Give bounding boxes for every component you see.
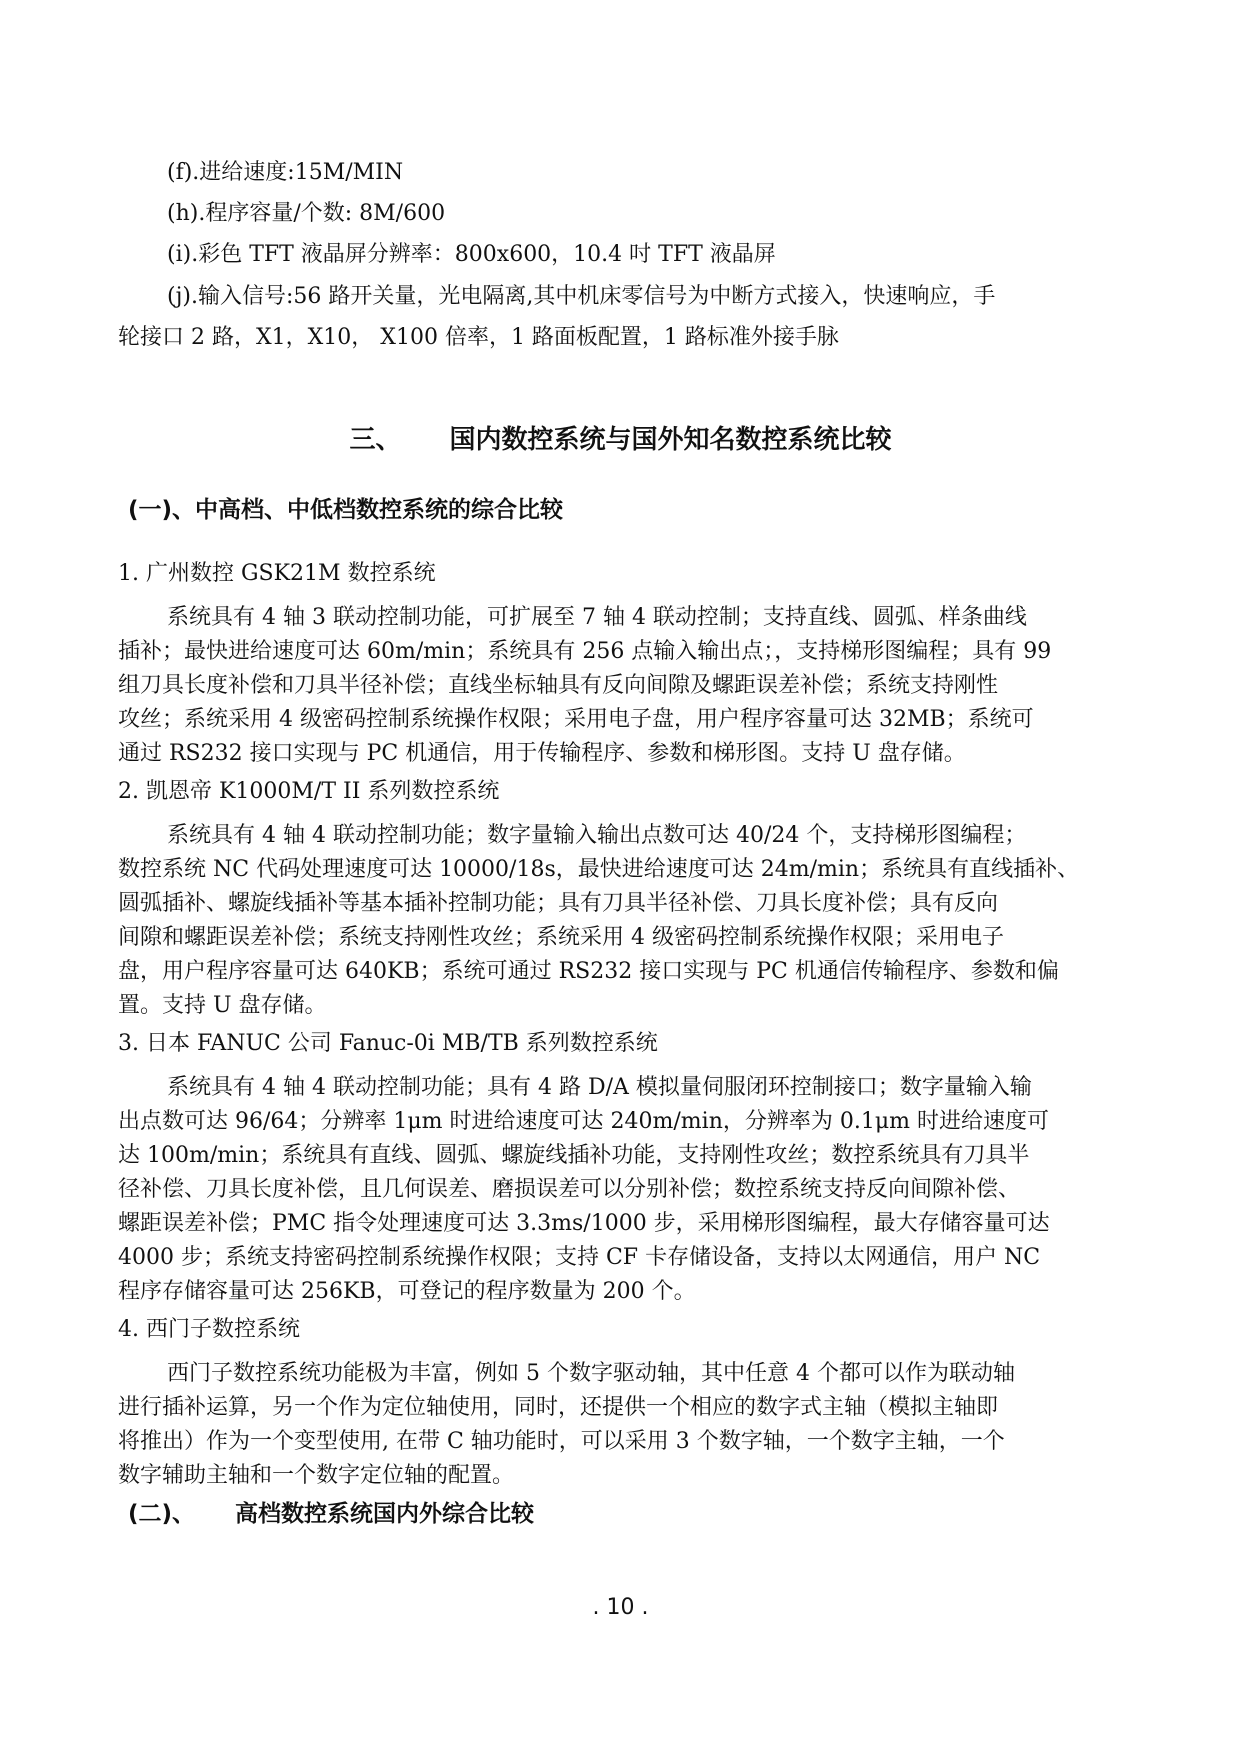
spec-line-j-cont: 轮接口 2 路，X1，X10， X100 倍率，1 路面板配置，1 路标准外接手脉 — [118, 325, 839, 350]
item-1-line: 通过 RS232 接口实现与 PC 机通信，用于传输程序、参数和梯形图。支持 U 盘存储。 — [118, 741, 966, 766]
item-3-line: 出点数可达 96/64；分辨率 1μm 时进给速度可达 240m/min，分辨率为 0.1μm 时进给速度可 — [118, 1109, 1049, 1134]
subsection-heading-2 — [128, 1496, 534, 1532]
spec-line-j: (j).输入信号:56 路开关量，光电隔离,其中机床零信号为中断方式接入，快速响应，手 — [167, 284, 996, 309]
item-4-line: 数字辅助主轴和一个数字定位轴的配置。 — [118, 1463, 515, 1488]
item-4-title: 4. 西门子数控系统 — [118, 1317, 300, 1342]
item-4-line: 西门子数控系统功能极为丰富，例如 5 个数字驱动轴，其中任意 4 个都可以作为联动轴 — [167, 1361, 1015, 1386]
item-2-line: 系统具有 4 轴 4 联动控制功能；数字量输入输出点数可达 40/24 个，支持梯形图编程； — [167, 823, 1027, 848]
item-3-title: 3. 日本 FANUC 公司 Fanuc-0i MB/TB 系列数控系统 — [118, 1031, 658, 1056]
item-2-line: 置。支持 U 盘存储。 — [118, 993, 327, 1018]
item-1-title: 1. 广州数控 GSK21M 数控系统 — [118, 561, 436, 586]
item-2-line: 数控系统 NC 代码处理速度可达 10000/18s，最快进给速度可达 24m/min；系统具有直线插补、 — [118, 857, 1080, 882]
item-3-line: 达 100m/min；系统具有直线、圆弧、螺旋线插补功能，支持刚性攻丝；数控系统具有刀具半 — [118, 1143, 1030, 1168]
page-number: . 10 . — [592, 1595, 649, 1620]
spec-line-f: (f).进给速度:15M/MIN — [167, 160, 404, 185]
item-4-line: 将推出）作为一个变型使用, 在带 C 轴功能时，可以采用 3 个数字轴，一个数字主轴，一个 — [118, 1429, 1005, 1454]
item-2-line: 盘，用户程序容量可达 640KB；系统可通过 RS232 接口实现与 PC 机通信传输程序、参数和偏 — [118, 959, 1059, 984]
subsection-2-number: (二)、 — [128, 1501, 196, 1527]
item-3-line: 程序存储容量可达 256KB，可登记的程序数量为 200 个。 — [118, 1279, 696, 1304]
item-3-line: 径补偿、刀具长度补偿，且几何误差、磨损误差可以分别补偿；数控系统支持反向间隙补偿、 — [118, 1177, 1021, 1202]
item-4-line: 进行插补运算，另一个作为定位轴使用，同时，还提供一个相应的数字式主轴（模拟主轴即 — [118, 1395, 999, 1420]
item-1-line: 系统具有 4 轴 3 联动控制功能，可扩展至 7 轴 4 联动控制；支持直线、圆弧、样条曲线 — [167, 605, 1027, 630]
subsection-2-title: 高档数控系统国内外综合比较 — [235, 1501, 535, 1527]
section-heading — [0, 420, 1241, 460]
item-3-line: 螺距误差补偿；PMC 指令处理速度可达 3.3ms/1000 步，采用梯形图编程，最大存储容量可达 — [118, 1211, 1050, 1236]
item-2-line: 间隙和螺距误差补偿；系统支持刚性攻丝；系统采用 4 级密码控制系统操作权限；采用电子 — [118, 925, 1004, 950]
item-2-line: 圆弧插补、螺旋线插补等基本插补控制功能；具有刀具半径补偿、刀具长度补偿；具有反向 — [118, 891, 999, 916]
item-3-line: 4000 步；系统支持密码控制系统操作权限；支持 CF 卡存储设备，支持以太网通信，用户 NC — [118, 1245, 1041, 1270]
section-number: 三、 — [349, 425, 402, 455]
item-1-line: 插补；最快进给速度可达 60m/min；系统具有 256 点输入输出点；，支持梯形图编程；具有 99 — [118, 639, 1052, 664]
spec-line-h: (h).程序容量/个数: 8M/600 — [167, 201, 446, 226]
item-1-line: 攻丝；系统采用 4 级密码控制系统操作权限；采用电子盘，用户程序容量可达 32MB；系统可 — [118, 707, 1034, 732]
item-3-line: 系统具有 4 轴 4 联动控制功能；具有 4 路 D/A 模拟量伺服闭环控制接口；数字量输入输 — [167, 1075, 1032, 1100]
spec-line-i: (i).彩色 TFT 液晶屏分辨率：800x600，10.4 吋 TFT 液晶屏 — [167, 242, 776, 267]
item-2-title: 2. 凯恩帝 K1000M/T II 系列数控系统 — [118, 779, 500, 804]
subsection-heading-1: (一)、中高档、中低档数控系统的综合比较 — [128, 497, 564, 523]
section-title: 国内数控系统与国外知名数控系统比较 — [449, 425, 892, 455]
item-1-line: 组刀具长度补偿和刀具半径补偿；直线坐标轴具有反向间隙及螺距误差补偿；系统支持刚性 — [118, 673, 999, 698]
